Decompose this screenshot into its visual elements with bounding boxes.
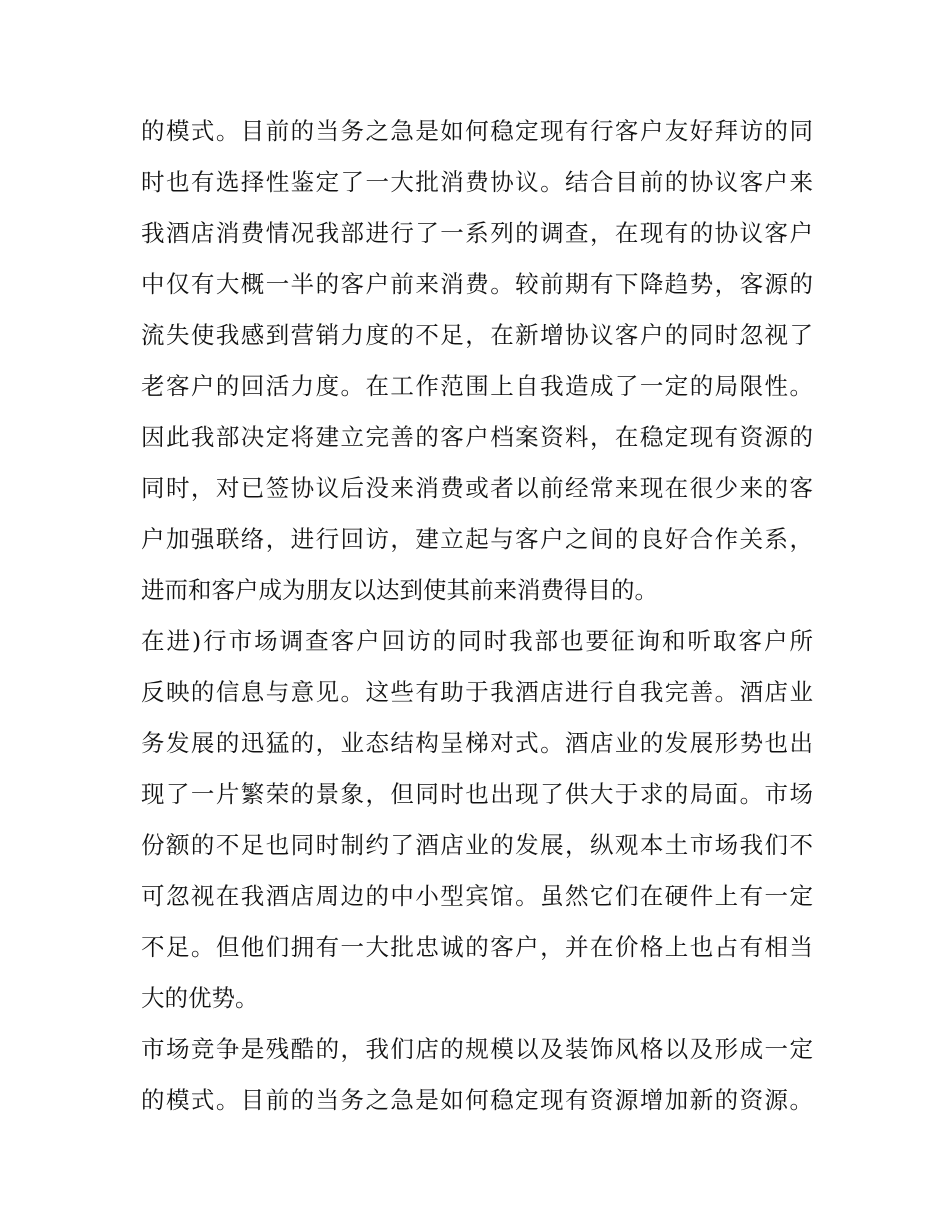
document-body (141, 106, 813, 1126)
text-line: 不足。但他们拥有一大批忠诚的客户，并在价格上也占有相当 (141, 933, 813, 961)
text-line: 同时，对已签协议后没来消费或者以前经常来现在很少来的客 (141, 474, 813, 502)
text-line: 因此我部决定将建立完善的客户档案资料，在稳定现有资源的 (141, 423, 813, 451)
text-line: 在进)行市场调查客户回访的同时我部也要征询和听取客户所 (141, 627, 813, 655)
text-line: 流失使我感到营销力度的不足，在新增协议客户的同时忽视了 (141, 321, 813, 349)
text-line: 进而和客户成为朋友以达到使其前来消费得目的。 (141, 576, 658, 604)
text-line: 老客户的回活力度。在工作范围上自我造成了一定的局限性。 (141, 372, 813, 400)
text-line: 的模式。目前的当务之急是如何稳定现有资源增加新的资源。 (141, 1086, 813, 1114)
text-line: 份额的不足也同时制约了酒店业的发展，纵观本土市场我们不 (141, 831, 813, 859)
text-line: 大的优势。 (141, 984, 259, 1012)
text-line: 我酒店消费情况我部进行了一系列的调查，在现有的协议客户 (141, 219, 813, 247)
text-line: 现了一片繁荣的景象，但同时也出现了供大于求的局面。市场 (141, 780, 813, 808)
text-line: 时也有选择性鉴定了一大批消费协议。结合目前的协议客户来 (141, 168, 813, 196)
text-line: 中仅有大概一半的客户前来消费。较前期有下降趋势，客源的 (141, 270, 813, 298)
text-line: 户加强联络，进行回访，建立起与客户之间的良好合作关系， (141, 525, 813, 553)
text-line: 可忽视在我酒店周边的中小型宾馆。虽然它们在硬件上有一定 (141, 882, 813, 910)
text-line: 的模式。目前的当务之急是如何稳定现有行客户友好拜访的同 (141, 117, 813, 145)
text-line: 务发展的迅猛的，业态结构呈梯对式。酒店业的发展形势也出 (141, 729, 813, 757)
text-line: 反映的信息与意见。这些有助于我酒店进行自我完善。酒店业 (141, 678, 813, 706)
text-line: 市场竞争是残酷的，我们店的规模以及装饰风格以及形成一定 (141, 1035, 813, 1063)
